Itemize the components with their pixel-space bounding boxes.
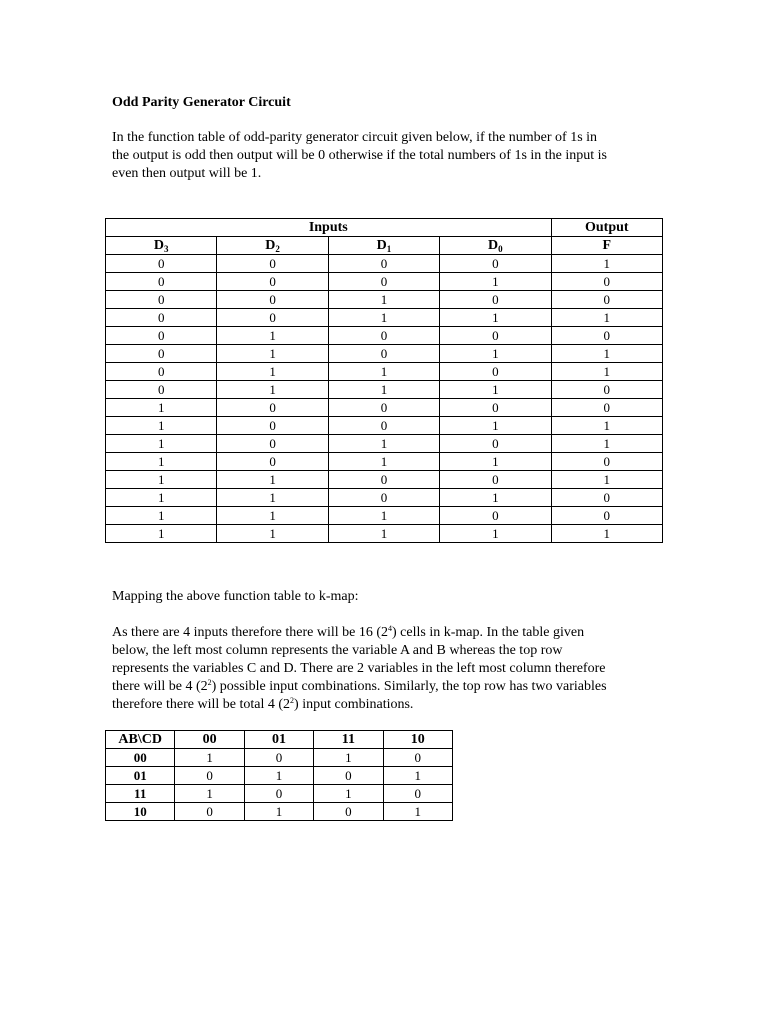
- table-row: [106, 453, 663, 471]
- input-cell: 1: [217, 363, 328, 381]
- input-cell: 1: [328, 363, 439, 381]
- input-cell: 1: [106, 453, 217, 471]
- table-row: [106, 363, 663, 381]
- table-row: [106, 471, 663, 489]
- explanation-line: below, the left most column represents the variable A and B whereas the top row: [112, 643, 563, 658]
- kmap-row: [106, 785, 453, 803]
- function-table-group-row: [106, 219, 663, 237]
- output-cell: 1: [551, 435, 662, 453]
- input-cell: 0: [217, 255, 328, 273]
- input-cell: 1: [440, 453, 551, 471]
- input-cell: 1: [217, 489, 328, 507]
- output-cell: 0: [551, 399, 662, 417]
- input-cell: 1: [440, 525, 551, 543]
- table-row: [106, 525, 663, 543]
- input-cell: 0: [328, 273, 439, 291]
- kmap-row-header: 10: [106, 803, 175, 821]
- kmap-col-header: 01: [244, 731, 313, 749]
- input-cell: 1: [217, 507, 328, 525]
- output-cell: 0: [551, 507, 662, 525]
- kmap-cell: 0: [383, 785, 452, 803]
- input-cell: 1: [328, 291, 439, 309]
- kmap-row-header: 00: [106, 749, 175, 767]
- output-cell: 1: [551, 363, 662, 381]
- input-cell: 0: [440, 471, 551, 489]
- kmap-row: [106, 803, 453, 821]
- output-cell: 1: [551, 309, 662, 327]
- output-cell: 0: [551, 291, 662, 309]
- output-cell: 1: [551, 255, 662, 273]
- kmap-table: [105, 730, 453, 821]
- table-row: [106, 327, 663, 345]
- function-table: [105, 218, 663, 543]
- function-table-header-row: [106, 237, 663, 255]
- explanation-paragraph: [112, 624, 660, 714]
- input-cell: 1: [106, 471, 217, 489]
- output-cell: 1: [551, 417, 662, 435]
- explanation-line: there will be 4 $(2^2)$ possible input combinations. Similarly, the top row has two variables: [112, 678, 607, 694]
- output-cell: 0: [551, 273, 662, 291]
- input-cell: 1: [440, 381, 551, 399]
- input-cell: 1: [328, 525, 439, 543]
- document-title: Odd Parity Generator Circuit: [112, 95, 291, 110]
- output-cell: 0: [551, 327, 662, 345]
- kmap-cell: 0: [244, 785, 313, 803]
- input-cell: 0: [440, 399, 551, 417]
- kmap-cell: 1: [175, 749, 244, 767]
- kmap-cell: 0: [314, 767, 383, 785]
- input-cell: 0: [328, 255, 439, 273]
- input-cell: 0: [106, 273, 217, 291]
- input-cell: 0: [217, 399, 328, 417]
- kmap-cell: 0: [175, 767, 244, 785]
- input-cell: 0: [217, 435, 328, 453]
- intro-line: In the function table of odd-parity generator circuit given below, if the number of 1s in: [112, 130, 598, 145]
- kmap-col-header: 10: [383, 731, 452, 749]
- input-cell: 1: [328, 309, 439, 327]
- kmap-row-header: 11: [106, 785, 175, 803]
- mapping-heading-text: Mapping the above function table to k-map:: [112, 589, 359, 604]
- input-cell: 1: [328, 453, 439, 471]
- output-group-header: Output: [551, 219, 662, 237]
- input-cell: 0: [106, 309, 217, 327]
- output-cell: 0: [551, 489, 662, 507]
- input-cell: 1: [440, 309, 551, 327]
- input-cell: 1: [440, 489, 551, 507]
- kmap-cell: 1: [175, 785, 244, 803]
- output-cell: 1: [551, 525, 662, 543]
- input-cell: 0: [328, 327, 439, 345]
- input-cell: 1: [106, 489, 217, 507]
- input-cell: 1: [217, 525, 328, 543]
- input-cell: 0: [328, 489, 439, 507]
- kmap-cell: 1: [314, 785, 383, 803]
- input-cell: 0: [217, 453, 328, 471]
- table-row: [106, 417, 663, 435]
- input-cell: 1: [106, 507, 217, 525]
- output-cell: 1: [551, 345, 662, 363]
- table-row: [106, 291, 663, 309]
- kmap-corner: AB\CD: [106, 731, 175, 749]
- kmap-cell: 1: [314, 749, 383, 767]
- kmap-body: [106, 749, 453, 821]
- input-cell: 1: [217, 345, 328, 363]
- input-cell: 1: [217, 381, 328, 399]
- input-cell: 0: [440, 507, 551, 525]
- input-cell: 1: [217, 327, 328, 345]
- input-cell: 1: [440, 345, 551, 363]
- input-cell: 1: [328, 381, 439, 399]
- input-cell: 0: [440, 435, 551, 453]
- header-f: F: [551, 237, 662, 255]
- table-row: [106, 399, 663, 417]
- input-cell: 0: [217, 417, 328, 435]
- table-row: [106, 435, 663, 453]
- inputs-group-header: Inputs: [106, 219, 552, 237]
- input-cell: 0: [440, 291, 551, 309]
- input-cell: 0: [328, 345, 439, 363]
- input-cell: 1: [106, 525, 217, 543]
- header-d0: $D_0$: [440, 237, 551, 255]
- kmap-cell: 1: [244, 803, 313, 821]
- header-d1: $D_1$: [328, 237, 439, 255]
- kmap-cell: 1: [383, 803, 452, 821]
- intro-line: even then output will be 1.: [112, 166, 262, 181]
- input-cell: 1: [440, 273, 551, 291]
- table-row: [106, 507, 663, 525]
- kmap-cell: 0: [175, 803, 244, 821]
- input-cell: 0: [217, 309, 328, 327]
- input-cell: 0: [217, 273, 328, 291]
- kmap-cell: 1: [383, 767, 452, 785]
- header-d3: $D_3$: [106, 237, 217, 255]
- input-cell: 0: [440, 255, 551, 273]
- kmap-cell: 0: [383, 749, 452, 767]
- kmap-cell: 1: [244, 767, 313, 785]
- kmap-cell: 0: [244, 749, 313, 767]
- input-cell: 1: [106, 435, 217, 453]
- input-cell: 0: [328, 417, 439, 435]
- intro-paragraph: [112, 129, 660, 183]
- input-cell: 0: [106, 291, 217, 309]
- input-cell: 0: [217, 291, 328, 309]
- mapping-heading: [112, 588, 660, 606]
- input-cell: 1: [217, 471, 328, 489]
- intro-line: the output is odd then output will be 0 otherwise if the total numbers of 1s in the input is: [112, 148, 607, 163]
- function-table-body: [106, 255, 663, 543]
- kmap-row: [106, 749, 453, 767]
- table-row: [106, 309, 663, 327]
- output-cell: 0: [551, 453, 662, 471]
- input-cell: 0: [106, 345, 217, 363]
- header-d2: $D_2$: [217, 237, 328, 255]
- input-cell: 1: [106, 399, 217, 417]
- kmap-header-row: [106, 731, 453, 749]
- table-row: [106, 381, 663, 399]
- input-cell: 0: [440, 327, 551, 345]
- kmap-col-header: 11: [314, 731, 383, 749]
- explanation-line: therefore there will be total 4 $(2^2)$ input combinations.: [112, 696, 414, 712]
- input-cell: 0: [106, 327, 217, 345]
- explanation-line: represents the variables C and D. There are 2 variables in the left most column therefore: [112, 661, 606, 676]
- input-cell: 1: [328, 435, 439, 453]
- output-cell: 1: [551, 471, 662, 489]
- input-cell: 1: [328, 507, 439, 525]
- input-cell: 0: [328, 399, 439, 417]
- input-cell: 1: [440, 417, 551, 435]
- input-cell: 0: [440, 363, 551, 381]
- table-row: [106, 273, 663, 291]
- input-cell: 0: [328, 471, 439, 489]
- table-row: [106, 255, 663, 273]
- input-cell: 0: [106, 381, 217, 399]
- kmap-row-header: 01: [106, 767, 175, 785]
- output-cell: 0: [551, 381, 662, 399]
- explanation-line: As there are 4 inputs therefore there will be 16 $(2^4)$ cells in k-map. In the table given: [112, 624, 585, 640]
- input-cell: 0: [106, 363, 217, 381]
- kmap-cell: 0: [314, 803, 383, 821]
- table-row: [106, 489, 663, 507]
- kmap-row: [106, 767, 453, 785]
- kmap-col-header: 00: [175, 731, 244, 749]
- input-cell: 0: [106, 255, 217, 273]
- input-cell: 1: [106, 417, 217, 435]
- table-row: [106, 345, 663, 363]
